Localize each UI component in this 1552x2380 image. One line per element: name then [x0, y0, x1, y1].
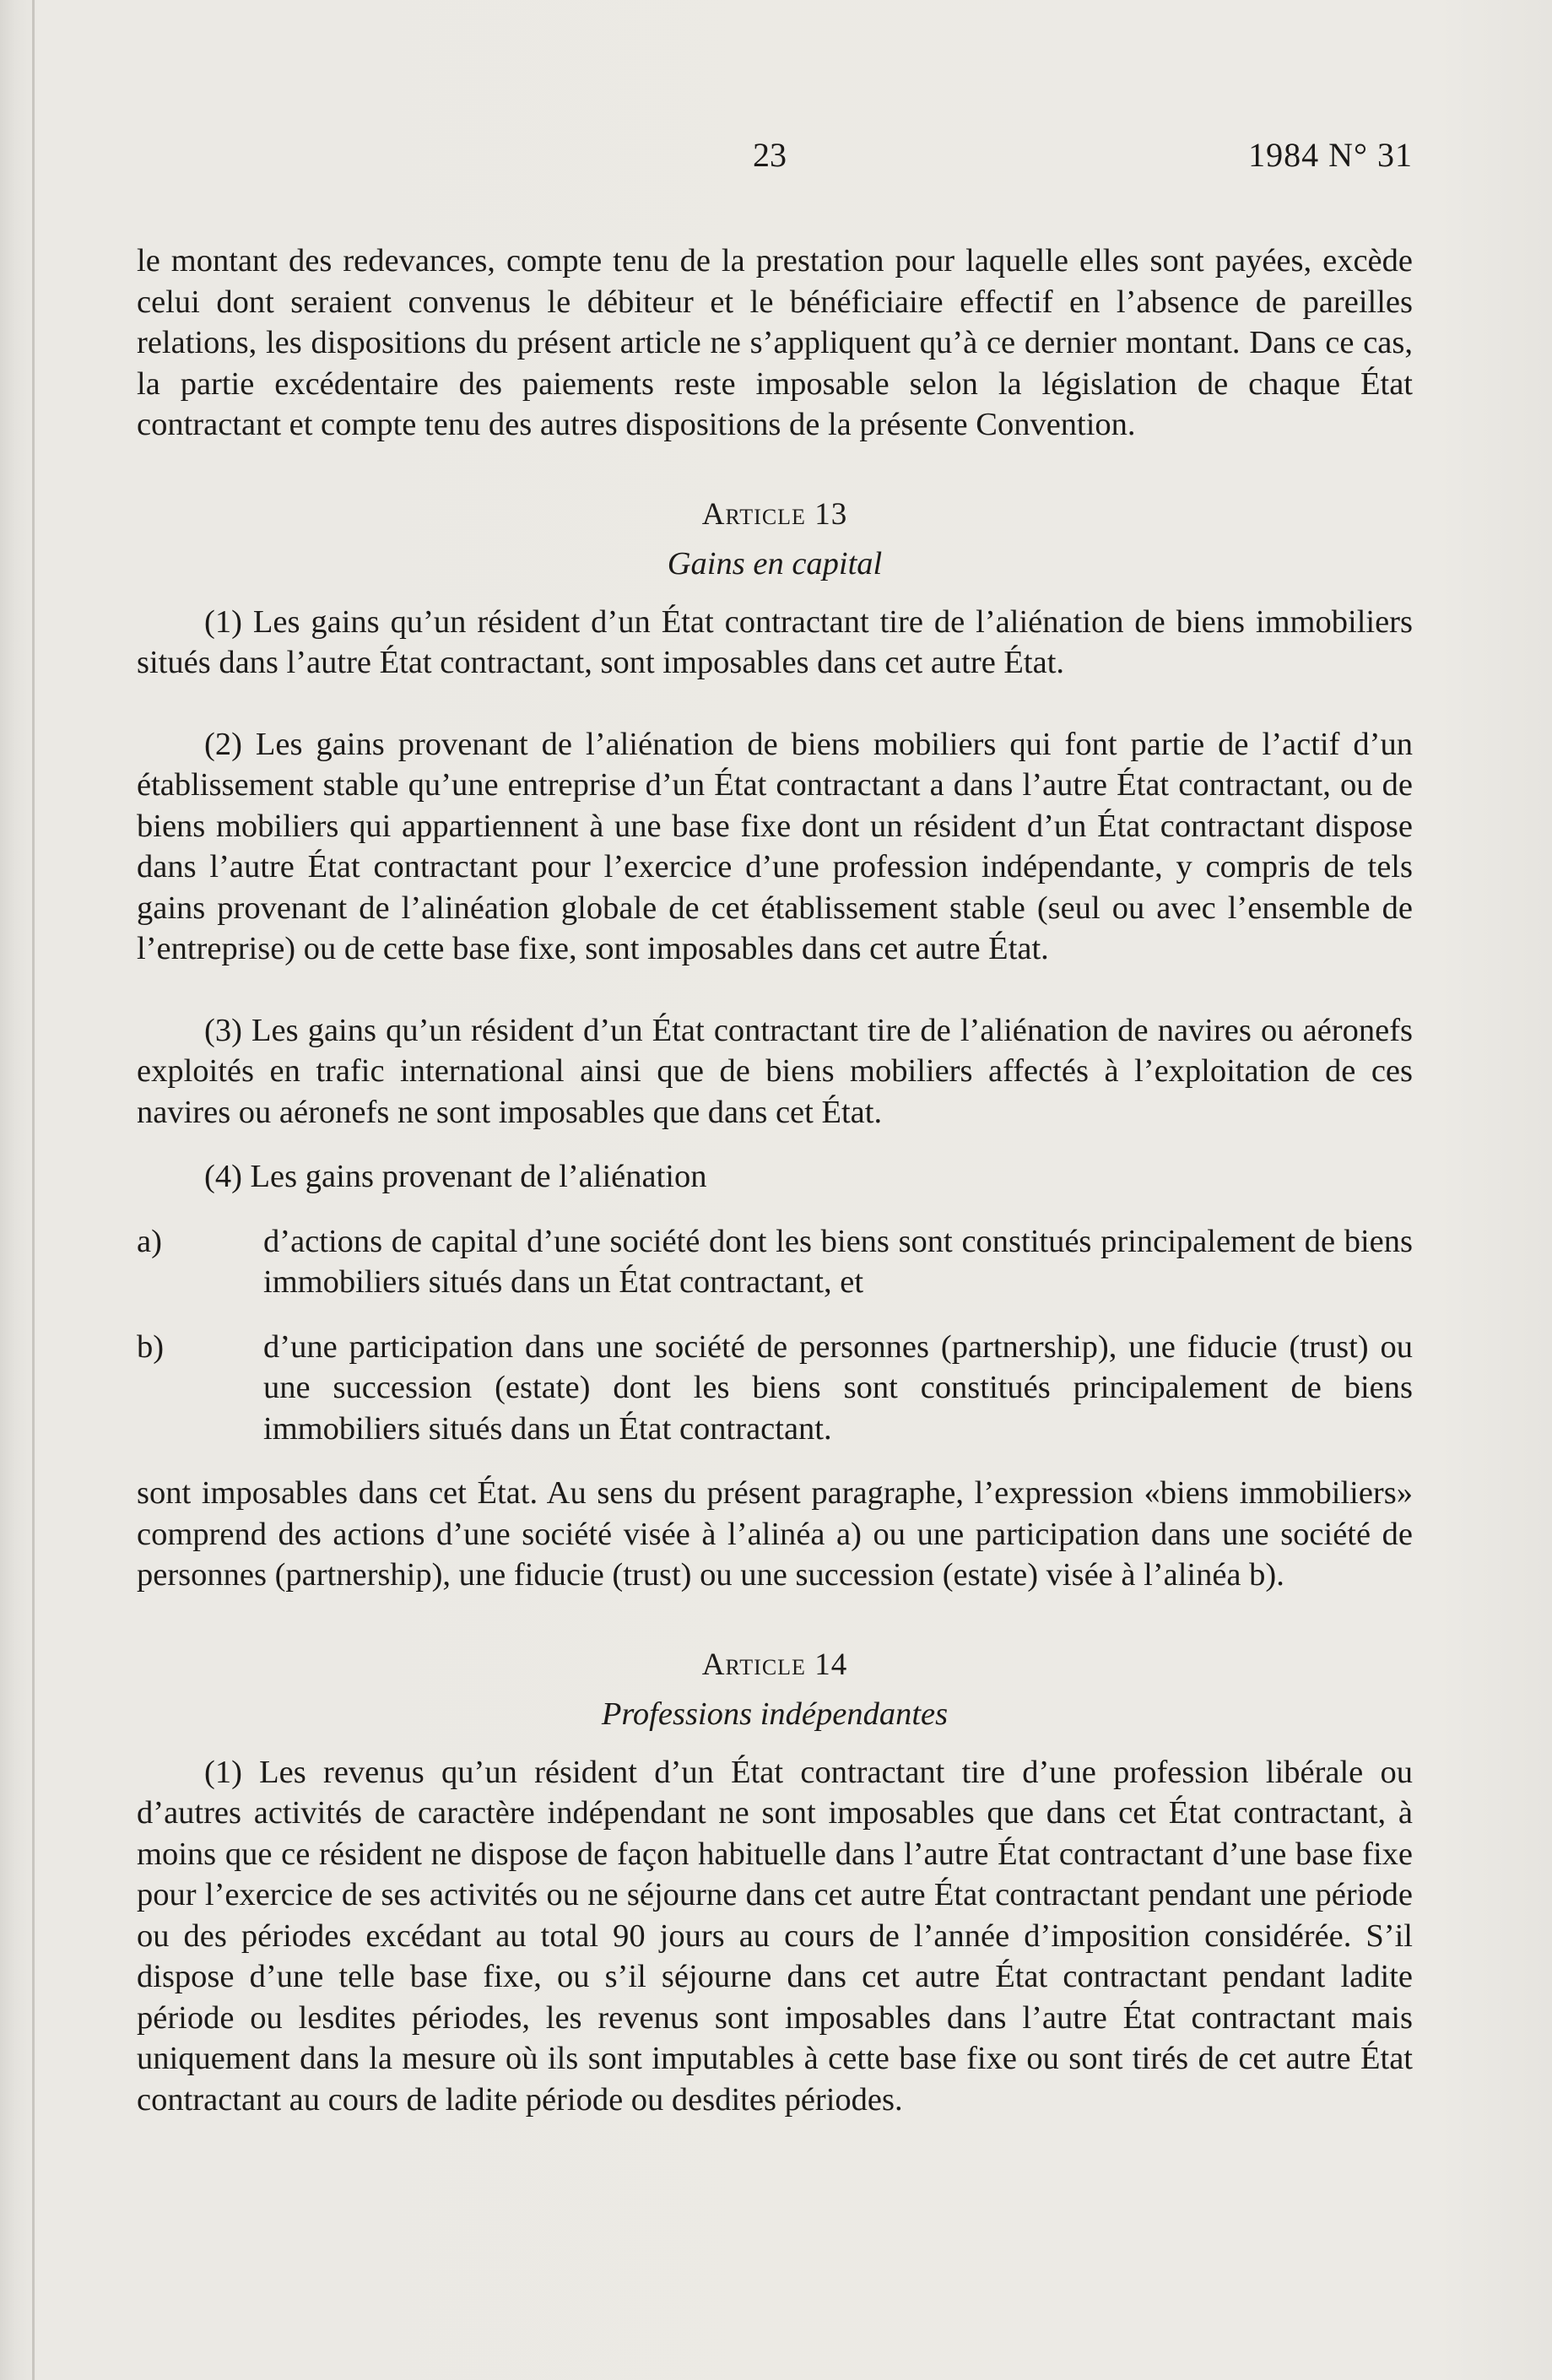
- list-item-label: b): [137, 1328, 165, 1365]
- document-body: [137, 241, 1413, 2120]
- article-14-subtitle: Professions indépendantes: [601, 1696, 949, 1732]
- list-item: [137, 1327, 1413, 1450]
- continued-paragraph: le montant des redevances, compte tenu de la prestation pour laquelle elles sont payées, excède celui dont seraient convenus le débiteur et le bénéficiaire effectif en l’absence de pareilles relations, les dispositions du présent article ne s’appliquent qu’à ce dernier montant. Dans ce cas, la partie excédentaire des paiements reste imposable selon la législation de chaque État contractant et compte tenu des autres dispositions de la présente Convention.: [137, 243, 1413, 442]
- article-13-paragraph-1: (1) Les gains qu’un résident d’un État contractant tire de l’aliénation de biens immobiliers situés dans l’autre État contractant, sont imposables dans cet autre État.: [137, 603, 1413, 680]
- treaty-reference: 1984 N° 31: [1248, 136, 1413, 174]
- article-14-paragraph-1: (1) Les revenus qu’un résident d’un État contractant tire d’une profession libérale ou d’autres activités de caractère indépendant ne sont imposables que dans cet État contractant, à moins que ce résident ne dispose de façon habituelle dans l’autre État contractant d’une base fixe pour l’exercice de ses activités ou ne séjourne dans cet autre État contractant pendant une période ou des périodes excédant au total 90 jours au cours de l’année d’imposition considérée. S’il dispose d’une telle base fixe, ou s’il séjourne dans cet autre État contractant pendant ladite période ou lesdites périodes, les revenus sont imposables dans l’autre État contractant mais uniquement dans la mesure où ils sont imputables à cette base fixe ou sont tirés de cet autre État contractant au cours de ladite période ou desdites périodes.: [137, 1754, 1413, 2118]
- binding-shadow: [32, 0, 35, 2380]
- list-item: [137, 1221, 1413, 1303]
- list-item-label: a): [137, 1223, 162, 1259]
- article-13-heading: Article 13: [701, 496, 848, 532]
- list-item-text: d’actions de capital d’une société dont les biens sont constitués principalement de biens immobiliers situés dans un État contractant, et: [263, 1223, 1413, 1300]
- article-13-paragraph-3: (3) Les gains qu’un résident d’un État contractant tire de l’aliénation de navires ou aéronefs exploités en trafic international ainsi que de biens mobiliers affectés à l’exploitation de ces navires ou aéronefs ne sont imposables que dans cet État.: [137, 1012, 1413, 1130]
- page-header: [137, 135, 1413, 186]
- page-number: 23: [753, 136, 787, 174]
- list-item-text: d’une participation dans une société de personnes (partnership), une fiducie (trust) ou une succession (estate) dont les biens sont constitués principalement de biens immobiliers situés dans un État contractant.: [263, 1328, 1413, 1447]
- article-13-subtitle: Gains en capital: [667, 546, 883, 581]
- article-13-paragraph-2: (2) Les gains provenant de l’aliénation de biens mobiliers qui font partie de l’actif d’un établissement stable qu’une entreprise d’un État contractant a dans l’autre État contractant, ou de biens mobiliers qui appartiennent à une base fixe dont un résident d’un État contractant dispose dans l’autre État contractant pour l’exercice d’une profession indépendante, y compris de tels gains provenant de l’alinéation globale de cet établissement stable (seul ou avec l’ensemble de l’entreprise) ou de cette base fixe, sont imposables dans cet autre État.: [137, 726, 1413, 966]
- article-13-paragraph-4-intro: (4) Les gains provenant de l’aliénation: [204, 1159, 707, 1194]
- article-14-heading: Article 14: [701, 1647, 848, 1682]
- article-13-paragraph-4-conclusion: sont imposables dans cet État. Au sens du présent paragraphe, l’expression «biens immobiliers» comprend des actions d’une société visée à l’alinéa a) ou une participation dans une société de personnes (partnership), une fiducie (trust) ou une succession (estate) visée à l’alinéa b).: [137, 1475, 1413, 1593]
